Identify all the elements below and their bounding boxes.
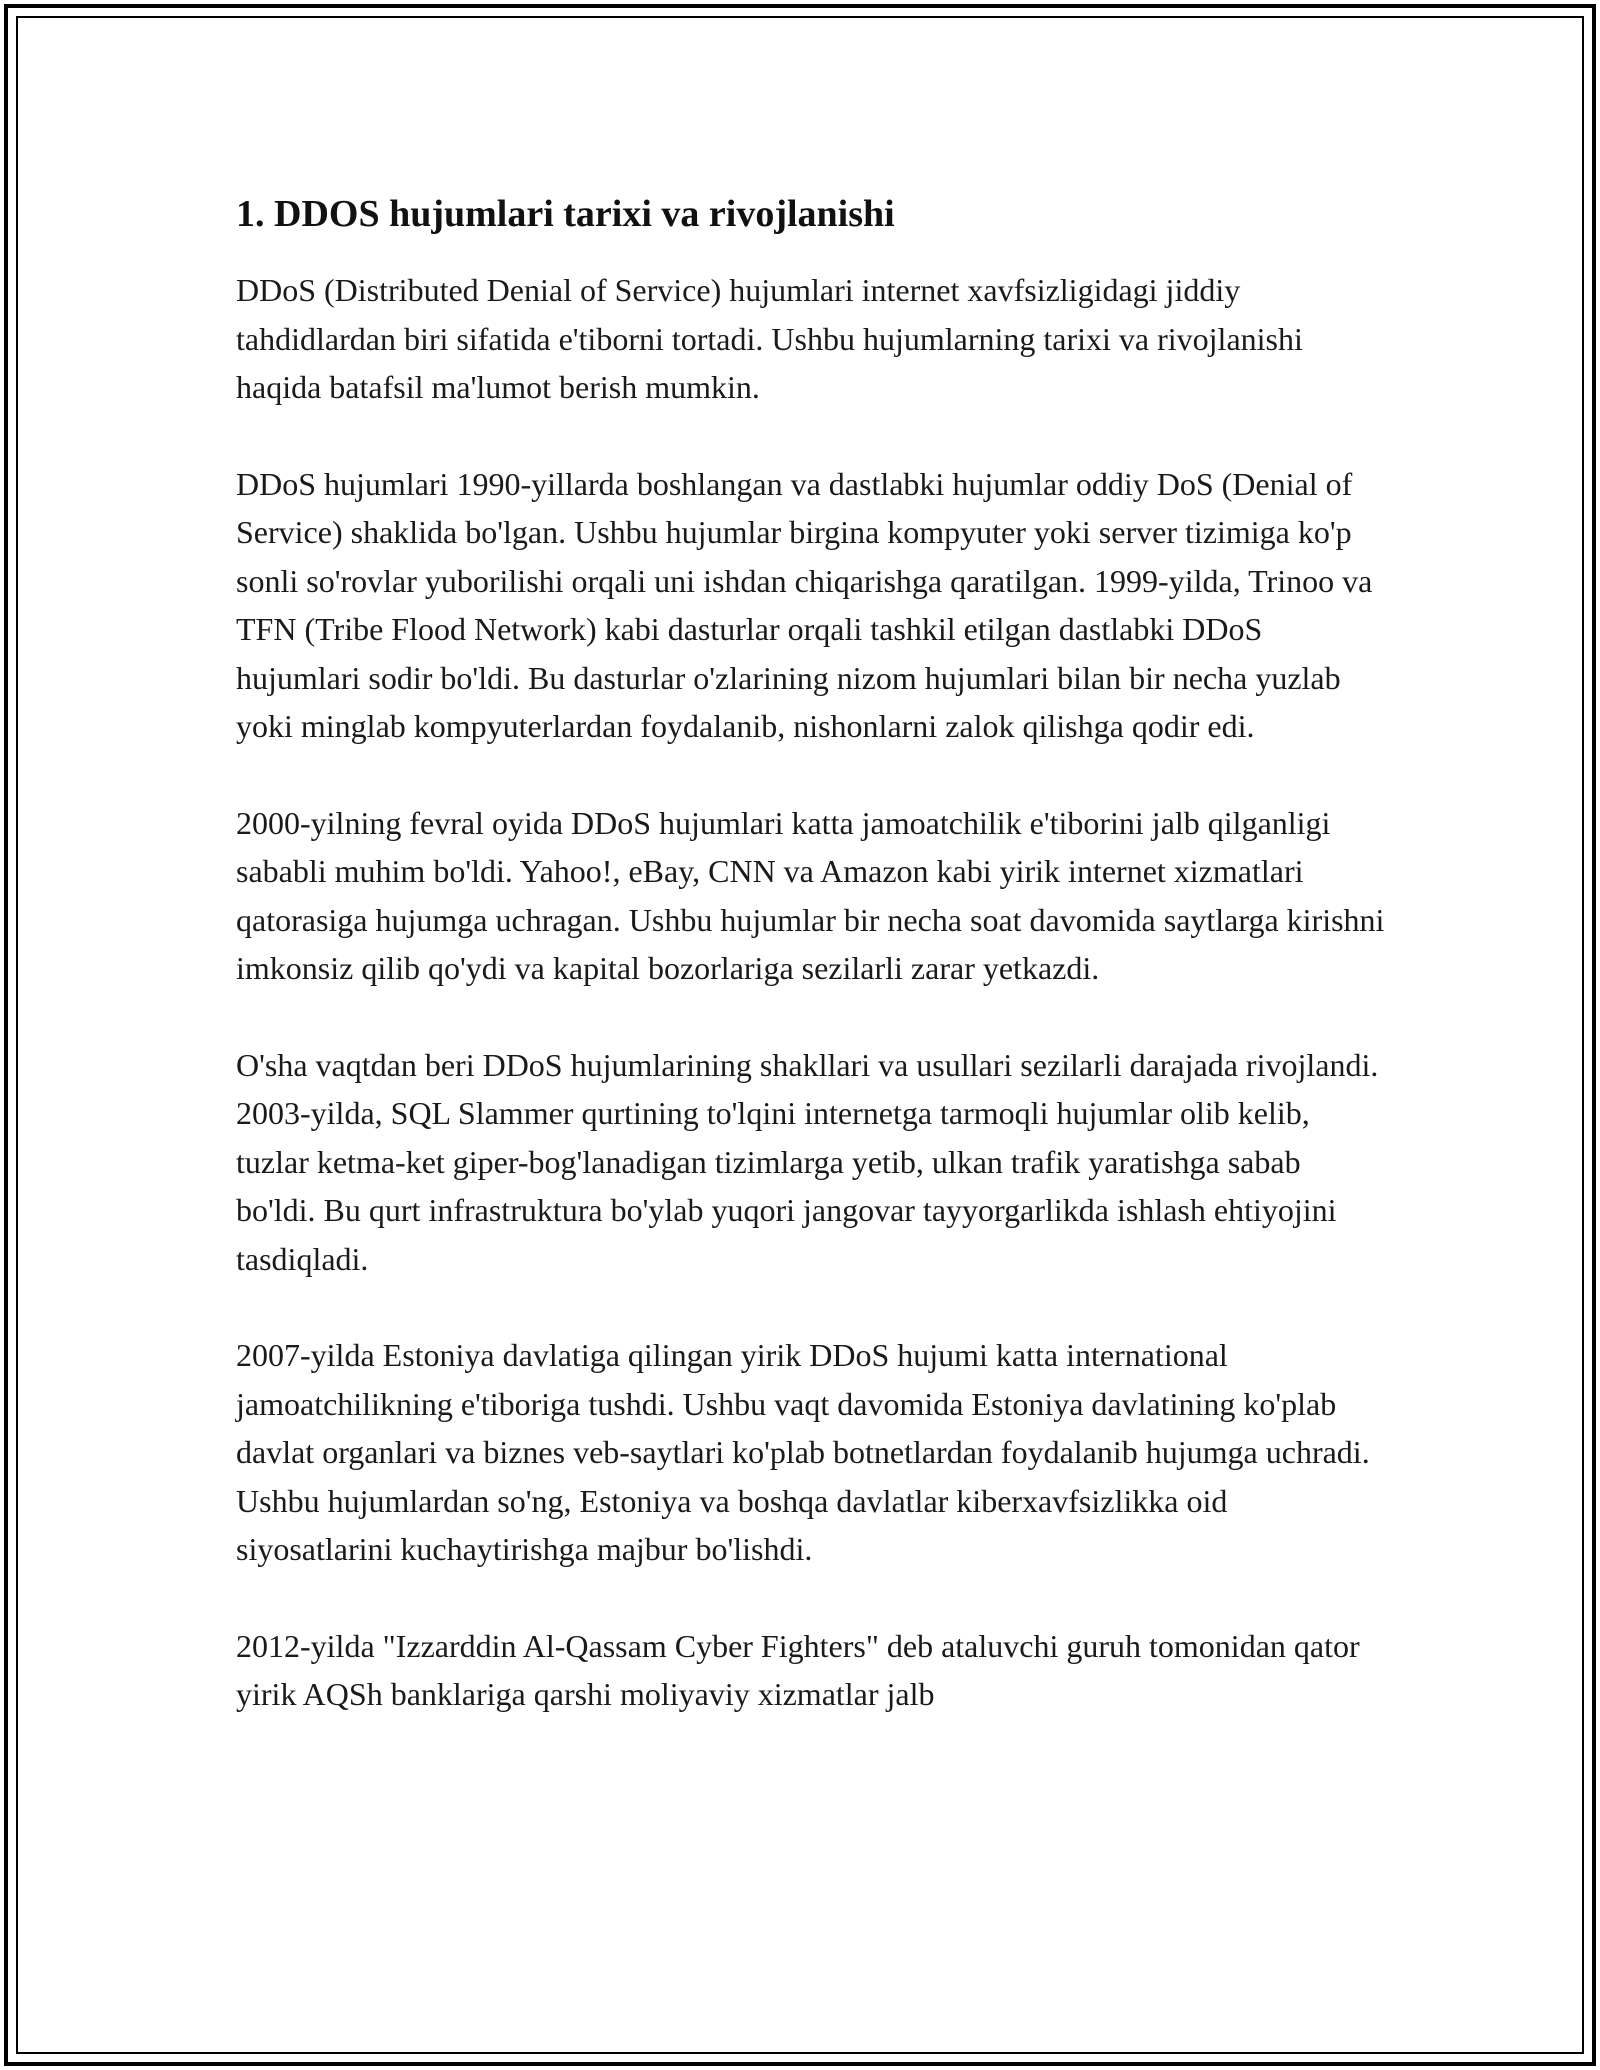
paragraph-2003: O'sha vaqtdan beri DDoS hujumlarining shakllari va usullari sezilarli darajada rivojlandi. 2003-yilda, SQL Slammer qurtining to'lqini internetga tarmoqli hujumlar olib kelib, tuzlar ketma-ket giper-bog'lanadigan tizimlarga yetib, ulkan trafik yaratishga sabab bo'ldi. Bu qurt infrastruktura bo'ylab yuqori jangovar tayyorgarlikda ishlash ehtiyojini tasdiqladi. bbox=[236, 1046, 1379, 1277]
paragraph-intro: DDoS (Distributed Denial of Service) hujumlari internet xavfsizligidagi jiddiy tahdidlardan biri sifatida e'tiborni tortadi. Ushbu hujumlarning tarixi va rivojlanishi haqida batafsil ma'lumot berish mumkin. bbox=[236, 272, 1303, 405]
paragraph-2000: 2000-yilning fevral oyida DDoS hujumlari katta jamoatchilik e'tiborini jalb qilganligi sababli muhim bo'ldi. Yahoo!, eBay, CNN va Amazon kabi yirik internet xizmatlari qatorasiga hujumga uchragan. Ushbu hujumlar bir necha soat davomida saytlarga kirishni imkonsiz qilib qo'ydi va kapital bozorlariga sezilarli zarar yetkazdi. bbox=[236, 804, 1385, 986]
paragraph-2012: 2012-yilda "Izzarddin Al-Qassam Cyber Fighters" deb ataluvchi guruh tomonidan qator yirik AQSh banklariga qarshi moliyaviy xizmatlar jalb bbox=[236, 1627, 1360, 1712]
document-body bbox=[236, 186, 1386, 1767]
section-heading: 1. DDOS hujumlari tarixi va rivojlanishi bbox=[236, 193, 895, 235]
paragraph-2007: 2007-yilda Estoniya davlatiga qilingan yirik DDoS hujumi katta international jamoatchilikning e'tiboriga tushdi. Ushbu vaqt davomida Estoniya davlatining ko'plab davlat organlari va biznes veb-saytlari ko'plab botnetlardan foydalanib hujumga uchradi. Ushbu hujumlardan so'ng, Estoniya va boshqa davlatlar kiberxavfsizlikka oid siyosatlarini kuchaytirishga majbur bo'lishdi. bbox=[236, 1337, 1370, 1567]
paragraph-1990s: DDoS hujumlari 1990-yillarda boshlangan va dastlabki hujumlar oddiy DoS (Denial of Service) shaklida bo'lgan. Ushbu hujumlar birgina kompyuter yoki server tizimiga ko'p sonli so'rovlar yuborilishi orqali uni ishdan chiqarishga qaratilgan. 1999-yilda, Trinoo va TFN (Tribe Flood Network) kabi dasturlar orqali tashkil etilgan dastlabki DDoS hujumlari sodir bo'ldi. Bu dasturlar o'zlarining nizom hujumlari bilan bir necha yuzlab yoki minglab kompyuterlardan foydalanib, nishonlarni zalok qilishga qodir edi. bbox=[236, 465, 1373, 744]
